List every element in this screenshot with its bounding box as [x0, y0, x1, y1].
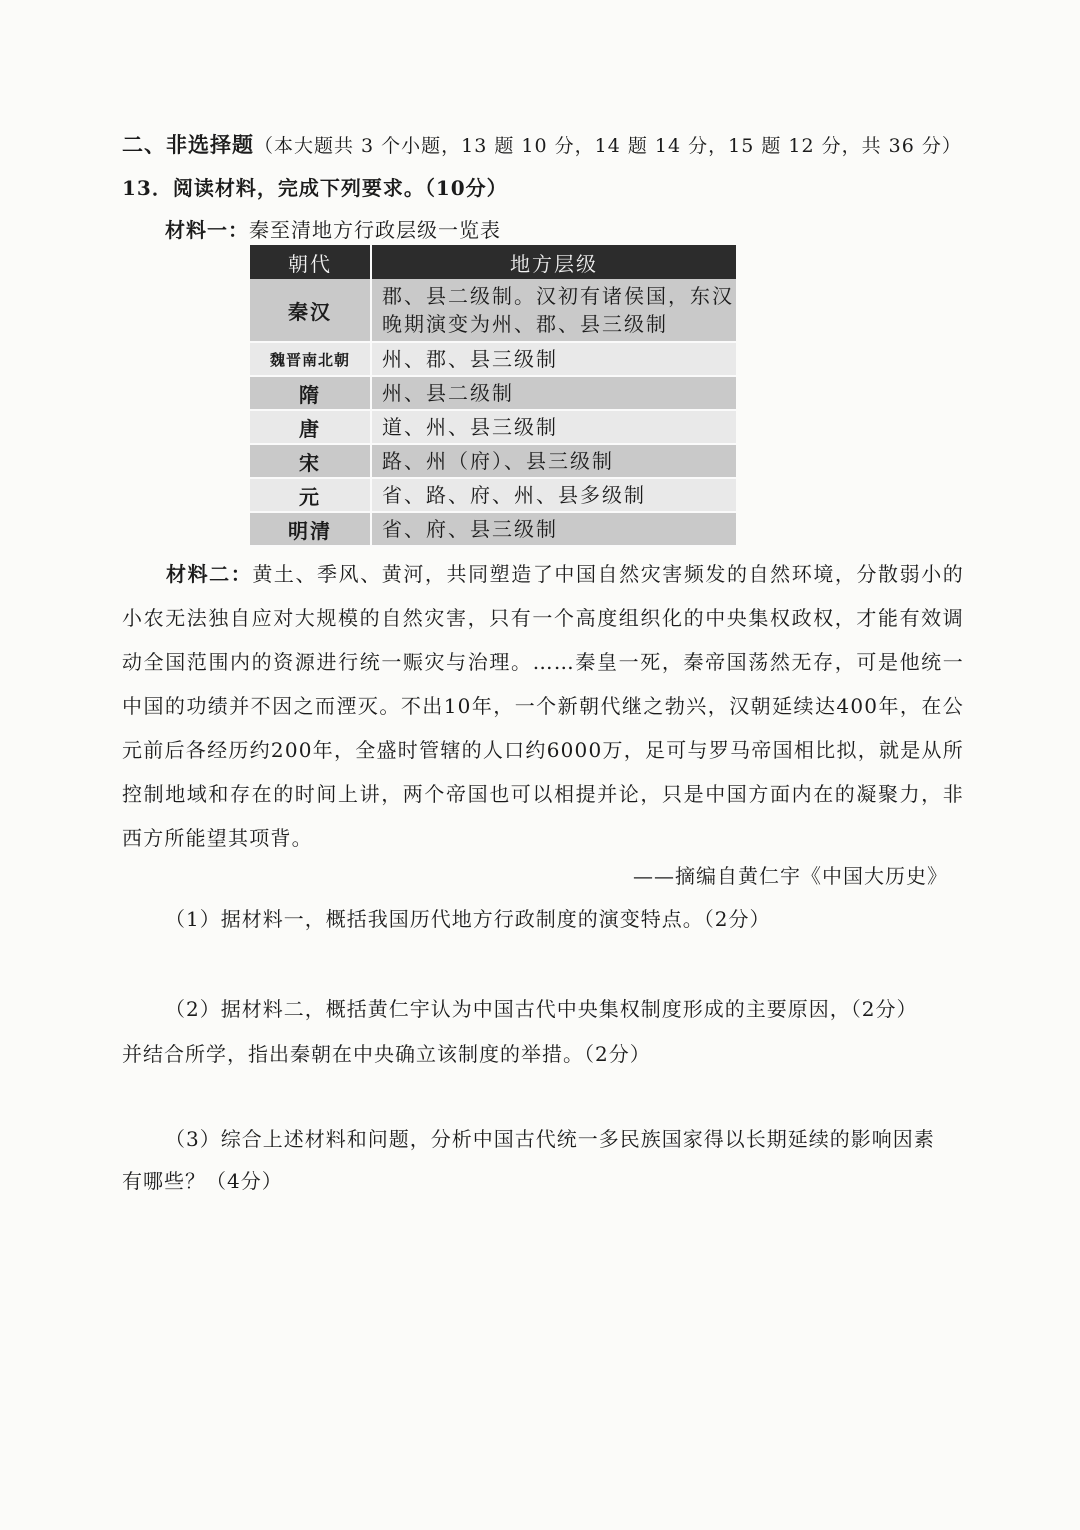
levels-cell: 路、州（府）、县三级制 [371, 444, 736, 478]
table-row [250, 478, 736, 512]
table-row [250, 410, 736, 444]
dynasty-cell: 魏晋南北朝 [250, 342, 371, 376]
dynasty-cell: 明清 [250, 512, 371, 546]
levels-cell: 道、州、县三级制 [371, 410, 736, 444]
dynasty-cell: 秦汉 [250, 279, 371, 342]
levels-cell: 省、府、县三级制 [371, 512, 736, 546]
sub-question-2-line-2: 并结合所学，指出秦朝在中央确立该制度的举措。（2分） [122, 1042, 651, 1066]
header-levels: 地方层级 [371, 245, 736, 279]
section-heading [122, 129, 962, 159]
material-2-text: 黄土、季风、黄河，共同塑造了中国自然灾害频发的自然环境，分散弱小的小农无法独自应对大规模的自然灾害，只有一个高度组织化的中央集权政权，才能有效调动全国范围内的资源进行统一赈灾与治理。……秦皇一死，秦帝国荡然无存，可是他统一中国的功绩并不因之而湮灭。不出10年，一个新朝代继之勃兴，汉朝延续达400年，在公元前后各经历约200年，全盛时管辖的人口约6000万，足可与罗马帝国相比拟，就是从所控制地域和存在的时间上讲，两个帝国也可以相提并论，只是中国方面内在的凝聚力，非西方所能望其项背。 [122, 562, 964, 850]
material-2-paragraph [122, 552, 964, 860]
sub-question-3-line-2: 有哪些？（4分） [122, 1169, 283, 1193]
table-header-row [250, 245, 736, 279]
material-1-title: 秦至清地方行政层级一览表 [249, 218, 501, 242]
section-title: 二、非选择题 [122, 132, 254, 157]
dynasty-cell: 元 [250, 478, 371, 512]
material-2-source: ——摘编自黄仁宇《中国大历史》 [633, 864, 948, 888]
dynasty-cell: 唐 [250, 410, 371, 444]
sub-question-1: （1）据材料一，概括我国历代地方行政制度的演变特点。（2分） [165, 907, 771, 931]
question-13-heading: 13．阅读材料，完成下列要求。（10分） [122, 176, 508, 200]
admin-levels-table [250, 245, 736, 547]
table-row [250, 342, 736, 376]
sub-question-2-line-1: （2）据材料二，概括黄仁宇认为中国古代中央集权制度形成的主要原因，（2分） [165, 997, 918, 1021]
dynasty-cell: 隋 [250, 376, 371, 410]
table-row [250, 279, 736, 342]
table-row [250, 376, 736, 410]
levels-cell: 郡、县二级制。汉初有诸侯国，东汉晚期演变为州、郡、县三级制 [371, 279, 736, 342]
sub-question-3-line-1: （3）综合上述材料和问题，分析中国古代统一多民族国家得以长期延续的影响因素 [165, 1127, 935, 1151]
table-row [250, 444, 736, 478]
levels-cell: 州、郡、县三级制 [371, 342, 736, 376]
material-1-label: 材料一： [165, 218, 249, 242]
levels-cell: 州、县二级制 [371, 376, 736, 410]
material-2-label: 材料二： [166, 562, 253, 586]
material-1-caption [165, 214, 501, 243]
header-dynasty: 朝代 [250, 245, 371, 279]
dynasty-cell: 宋 [250, 444, 371, 478]
levels-cell: 省、路、府、州、县多级制 [371, 478, 736, 512]
table-row [250, 512, 736, 546]
section-score-note: （本大题共 3 个小题，13 题 10 分，14 题 14 分，15 题 12 分，共 36 分） [254, 135, 962, 157]
